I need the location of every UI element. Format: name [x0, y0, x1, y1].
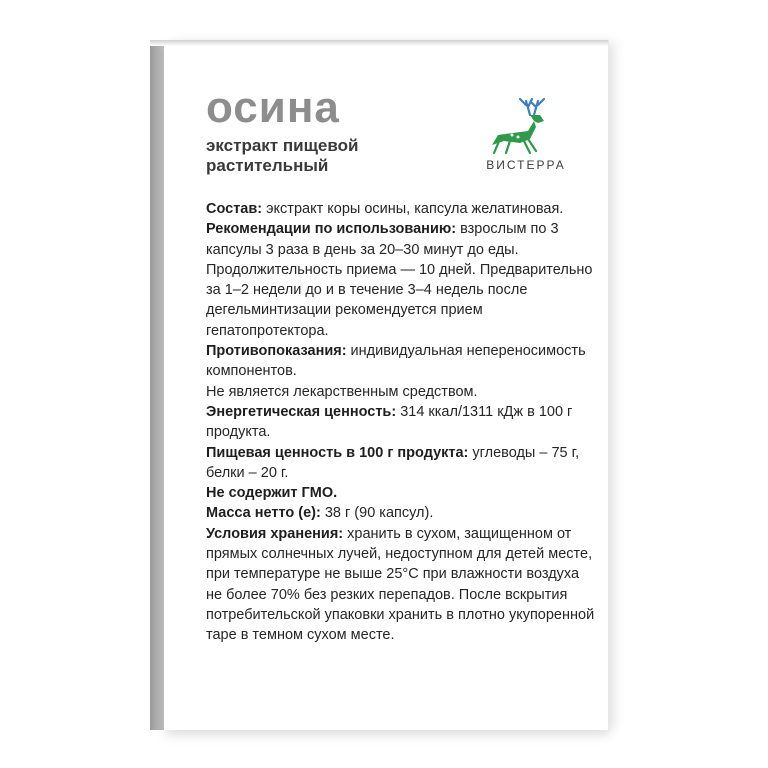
section-paragraph	[206, 483, 598, 503]
section-paragraph	[206, 382, 598, 402]
section-text: хранить в сухом, защищенном от прямых солнечных лучей, недоступном для детей месте, при температуре не выше 25°C при влажности воздуха не более 70% без резких перепадов. После вскрытия потребительской упаковки хранить в плотно укупоренной таре в темном сухом месте.	[206, 525, 595, 644]
section-label: Пищевая ценность в 100 г продукта:	[206, 444, 469, 461]
section-text: индивидуальная непереносимость компонентов.	[206, 343, 586, 380]
section-label: Условия хранения:	[206, 525, 344, 542]
product-title: осина	[206, 83, 340, 132]
section-text: экстракт коры осины, капсула желатиновая.	[262, 201, 564, 217]
section-label: Масса нетто (е):	[206, 505, 321, 522]
section-label: Энергетическая ценность:	[206, 403, 397, 420]
section-paragraph	[206, 503, 598, 523]
section-label: Рекомендации по использованию:	[206, 221, 457, 238]
section-paragraph	[206, 199, 598, 219]
section-text: 314 ккал/1311 кДж в 100 г продукта.	[206, 403, 573, 441]
product-subtitle: экстракт пищевой растительный	[206, 136, 359, 175]
box-top-edge	[150, 40, 608, 46]
section-paragraph	[206, 443, 598, 484]
section-label: Противопоказания:	[206, 343, 347, 360]
section-label: Не содержит ГМО.	[206, 485, 338, 502]
brand-logo	[470, 95, 578, 180]
section-text: углеводы – 75 г, белки – 20 г.	[206, 444, 580, 481]
section-paragraph	[206, 341, 598, 382]
section-paragraph	[206, 219, 598, 341]
brand-name: ВИСТЕРРА	[486, 158, 566, 172]
section-paragraph	[206, 524, 598, 646]
section-paragraph	[206, 402, 598, 443]
product-description	[206, 199, 598, 646]
deer-logo-icon	[490, 95, 558, 155]
section-text: взрослым по 3 капсулы 3 раза в день за 20–30 минут до еды. Продолжительность приема — 10 дней. Предварительно за 1–2 недели до и в течение 3–4 недель после дегельминтизации рекомендуется прием гепатопротектора.	[206, 221, 593, 339]
section-label: Состав:	[206, 201, 263, 217]
section-text: 38 г (90 капсул).	[320, 505, 434, 522]
section-text: Не является лекарственным средством.	[206, 383, 478, 400]
